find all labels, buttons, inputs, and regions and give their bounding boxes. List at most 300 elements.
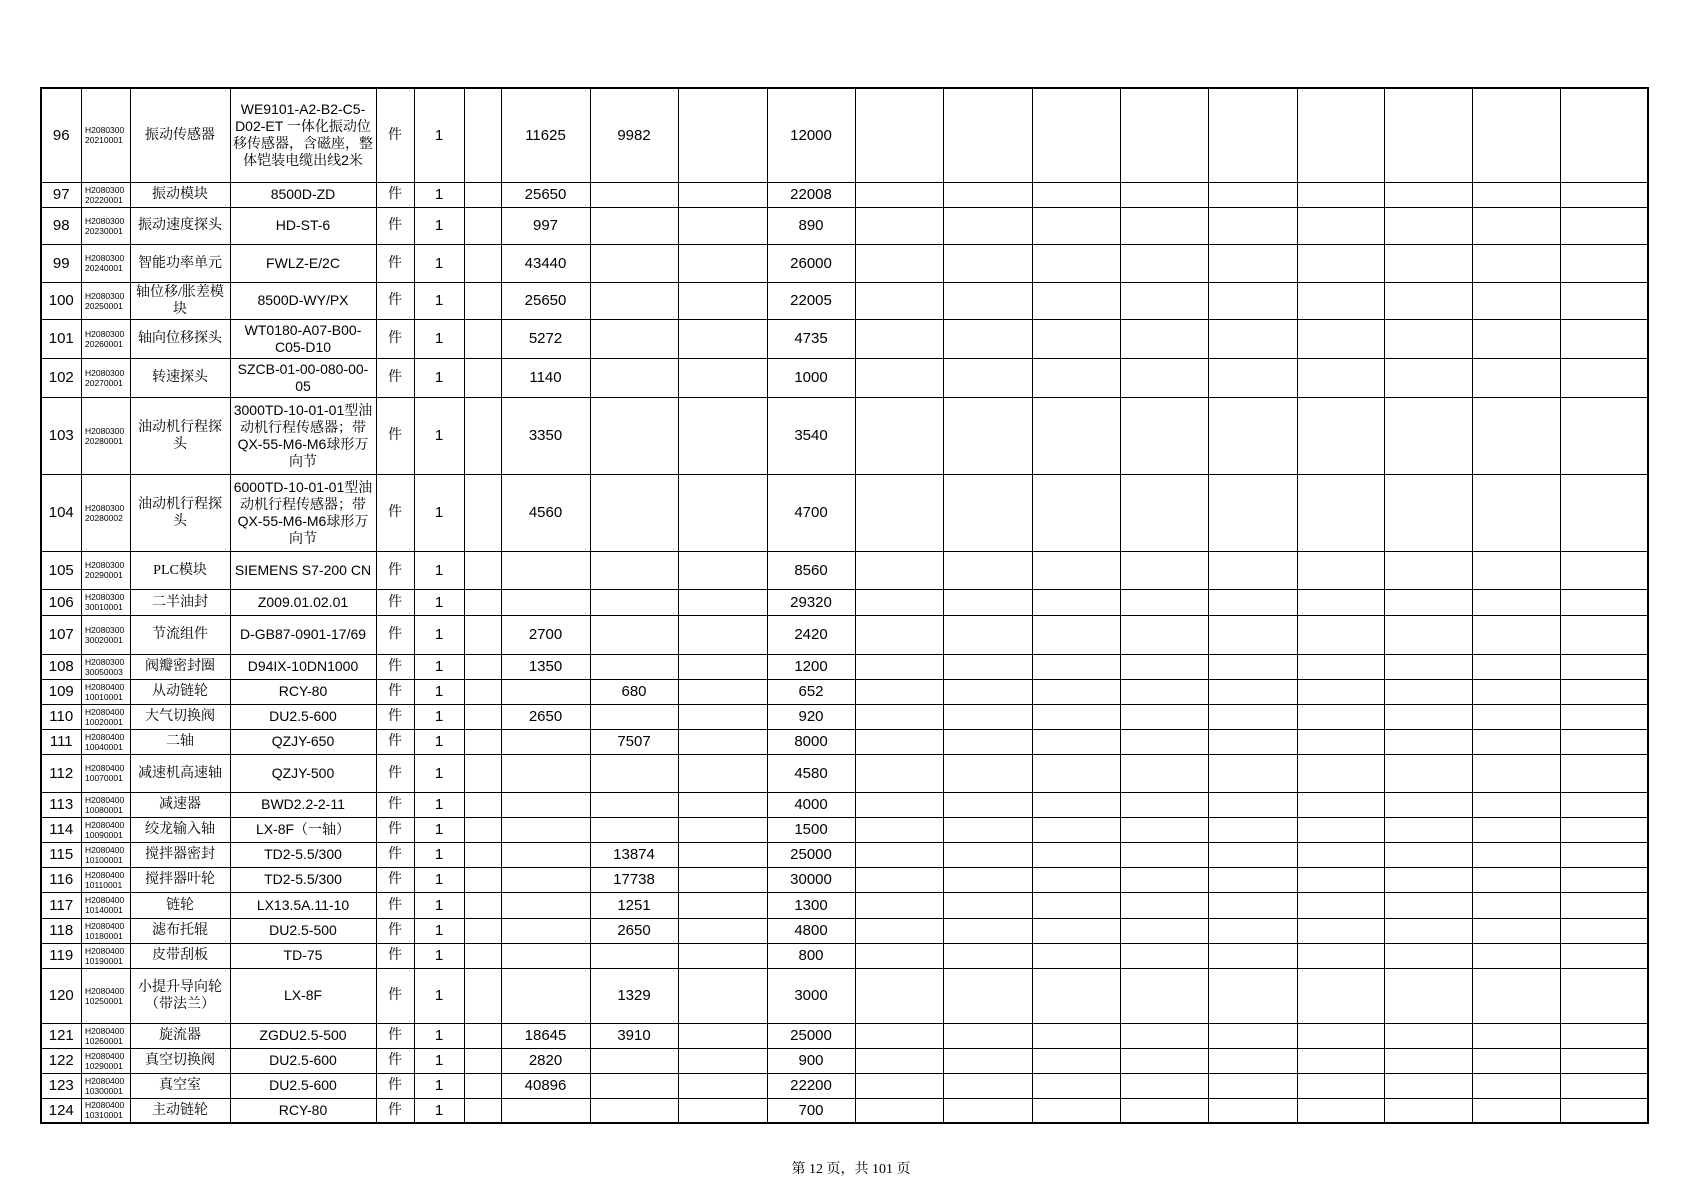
cell-blank — [1384, 842, 1472, 867]
cell-blank — [678, 792, 767, 817]
cell-item-number: 121 — [41, 1023, 81, 1048]
cell-blank — [1384, 1098, 1472, 1123]
cell-blank — [1297, 397, 1384, 474]
cell-item-number: 105 — [41, 551, 81, 589]
cell-blank — [678, 551, 767, 589]
material-code-text: H208040010250001 — [85, 985, 125, 1006]
cell-value-c: 1200 — [767, 654, 855, 679]
cell-blank — [943, 968, 1032, 1023]
cell-blank — [1384, 358, 1472, 397]
cell-blank — [1384, 968, 1472, 1023]
cell-value-b — [590, 207, 678, 244]
cell-value-c: 1300 — [767, 892, 855, 918]
cell-material-code — [81, 474, 130, 551]
cell-quantity: 1 — [414, 679, 464, 704]
cell-blank — [1560, 842, 1648, 867]
cell-blank — [1384, 1048, 1472, 1073]
cell-blank — [1208, 1023, 1297, 1048]
cell-blank — [1032, 1098, 1120, 1123]
cell-quantity: 1 — [414, 397, 464, 474]
cell-unit: 件 — [376, 615, 414, 654]
cell-material-code — [81, 88, 130, 182]
cell-blank — [1472, 918, 1560, 943]
cell-blank — [1560, 792, 1648, 817]
cell-blank — [1472, 1048, 1560, 1073]
cell-specification: RCY-80 — [230, 1098, 376, 1123]
cell-blank — [943, 182, 1032, 207]
cell-quantity: 1 — [414, 615, 464, 654]
cell-item-name: 节流组件 — [130, 615, 230, 654]
cell-unit: 件 — [376, 1098, 414, 1123]
cell-item-name: 阀瓣密封圈 — [130, 654, 230, 679]
cell-blank — [1208, 892, 1297, 918]
cell-blank — [1384, 182, 1472, 207]
cell-quantity: 1 — [414, 182, 464, 207]
cell-blank — [1032, 867, 1120, 892]
cell-blank — [1472, 792, 1560, 817]
cell-item-name: 减速器 — [130, 792, 230, 817]
cell-unit: 件 — [376, 589, 414, 615]
material-code-text: H208030020280001 — [85, 425, 125, 446]
cell-blank — [1032, 729, 1120, 754]
cell-blank — [1120, 244, 1208, 282]
material-code-text: H208040010100001 — [85, 844, 125, 865]
cell-blank — [1032, 918, 1120, 943]
cell-blank — [1472, 397, 1560, 474]
cell-material-code — [81, 589, 130, 615]
cell-blank — [1120, 867, 1208, 892]
cell-blank — [1120, 88, 1208, 182]
cell-value-a: 2650 — [501, 704, 590, 729]
cell-item-number: 102 — [41, 358, 81, 397]
cell-value-c: 1000 — [767, 358, 855, 397]
cell-blank — [678, 842, 767, 867]
cell-value-c: 800 — [767, 943, 855, 968]
cell-blank — [1384, 654, 1472, 679]
cell-quantity: 1 — [414, 282, 464, 319]
cell-blank — [1297, 1048, 1384, 1073]
material-code-text: H208030030010001 — [85, 592, 125, 612]
cell-item-number: 96 — [41, 88, 81, 182]
cell-blank — [1472, 817, 1560, 842]
cell-blank — [1208, 182, 1297, 207]
cell-value-b: 9982 — [590, 88, 678, 182]
material-code-text: H208040010260001 — [85, 1025, 125, 1046]
cell-blank — [1297, 358, 1384, 397]
cell-value-a: 25650 — [501, 282, 590, 319]
material-code-text: H208030030050003 — [85, 656, 125, 677]
cell-blank — [1472, 867, 1560, 892]
cell-blank — [464, 358, 501, 397]
cell-blank — [1384, 88, 1472, 182]
cell-unit: 件 — [376, 817, 414, 842]
table-row — [41, 943, 1648, 968]
cell-unit: 件 — [376, 282, 414, 319]
cell-blank — [464, 654, 501, 679]
cell-item-number: 120 — [41, 968, 81, 1023]
cell-blank — [1120, 842, 1208, 867]
cell-value-a — [501, 729, 590, 754]
cell-item-number: 114 — [41, 817, 81, 842]
cell-unit: 件 — [376, 397, 414, 474]
cell-value-b — [590, 282, 678, 319]
cell-unit: 件 — [376, 918, 414, 943]
cell-blank — [1208, 589, 1297, 615]
cell-blank — [1384, 892, 1472, 918]
cell-value-a: 2820 — [501, 1048, 590, 1073]
cell-blank — [1472, 943, 1560, 968]
cell-blank — [1560, 943, 1648, 968]
cell-unit: 件 — [376, 729, 414, 754]
cell-blank — [1384, 1073, 1472, 1098]
cell-blank — [1560, 867, 1648, 892]
cell-blank — [1297, 892, 1384, 918]
cell-blank — [464, 1073, 501, 1098]
cell-quantity: 1 — [414, 551, 464, 589]
cell-item-number: 103 — [41, 397, 81, 474]
cell-blank — [678, 474, 767, 551]
cell-blank — [1120, 654, 1208, 679]
cell-value-c: 4700 — [767, 474, 855, 551]
material-code-text: H208040010070001 — [85, 763, 125, 783]
cell-blank — [1384, 704, 1472, 729]
cell-value-a: 1140 — [501, 358, 590, 397]
cell-blank — [1120, 754, 1208, 792]
cell-blank — [1120, 1023, 1208, 1048]
table-row — [41, 88, 1648, 182]
cell-blank — [464, 282, 501, 319]
cell-value-b — [590, 589, 678, 615]
cell-value-c: 22005 — [767, 282, 855, 319]
cell-blank — [1120, 358, 1208, 397]
cell-unit: 件 — [376, 943, 414, 968]
table-row — [41, 1048, 1648, 1073]
cell-blank — [1120, 207, 1208, 244]
table-row — [41, 474, 1648, 551]
cell-blank — [464, 397, 501, 474]
cell-item-name: 二半油封 — [130, 589, 230, 615]
cell-item-number: 97 — [41, 182, 81, 207]
cell-material-code — [81, 867, 130, 892]
material-code-text: H208040010010001 — [85, 681, 125, 702]
cell-material-code — [81, 754, 130, 792]
cell-blank — [1120, 1098, 1208, 1123]
cell-item-number: 98 — [41, 207, 81, 244]
cell-blank — [1472, 968, 1560, 1023]
table-row — [41, 1073, 1648, 1098]
cell-blank — [1560, 615, 1648, 654]
material-code-text: H208030030020001 — [85, 624, 125, 645]
cell-blank — [678, 358, 767, 397]
cell-blank — [464, 474, 501, 551]
cell-item-name: 大气切换阀 — [130, 704, 230, 729]
cell-value-a: 43440 — [501, 244, 590, 282]
cell-blank — [1032, 754, 1120, 792]
cell-blank — [1297, 817, 1384, 842]
cell-blank — [1032, 615, 1120, 654]
cell-blank — [943, 943, 1032, 968]
cell-blank — [1384, 817, 1472, 842]
cell-blank — [1560, 729, 1648, 754]
cell-blank — [1384, 729, 1472, 754]
cell-blank — [855, 892, 943, 918]
cell-unit: 件 — [376, 358, 414, 397]
cell-item-name: 真空室 — [130, 1073, 230, 1098]
cell-item-number: 122 — [41, 1048, 81, 1073]
cell-blank — [1208, 792, 1297, 817]
table-row — [41, 704, 1648, 729]
cell-blank — [855, 397, 943, 474]
cell-value-b: 7507 — [590, 729, 678, 754]
cell-blank — [1472, 207, 1560, 244]
cell-blank — [1208, 679, 1297, 704]
cell-item-name: 旋流器 — [130, 1023, 230, 1048]
cell-blank — [1472, 474, 1560, 551]
cell-blank — [855, 207, 943, 244]
cell-blank — [855, 918, 943, 943]
cell-blank — [1472, 1023, 1560, 1048]
cell-value-b — [590, 817, 678, 842]
cell-blank — [1032, 842, 1120, 867]
cell-blank — [855, 1048, 943, 1073]
cell-blank — [1032, 319, 1120, 358]
cell-value-b — [590, 1048, 678, 1073]
material-code-text: H208030020290001 — [85, 560, 125, 580]
cell-blank — [855, 654, 943, 679]
cell-specification: DU2.5-500 — [230, 918, 376, 943]
cell-blank — [1120, 615, 1208, 654]
cell-blank — [1384, 615, 1472, 654]
cell-blank — [1560, 654, 1648, 679]
cell-blank — [1120, 918, 1208, 943]
cell-blank — [855, 729, 943, 754]
cell-item-name: 搅拌器叶轮 — [130, 867, 230, 892]
cell-blank — [943, 1048, 1032, 1073]
cell-item-name: 振动模块 — [130, 182, 230, 207]
cell-specification: HD-ST-6 — [230, 207, 376, 244]
cell-blank — [855, 551, 943, 589]
cell-quantity: 1 — [414, 1098, 464, 1123]
cell-blank — [678, 397, 767, 474]
cell-specification: TD-75 — [230, 943, 376, 968]
cell-blank — [1384, 792, 1472, 817]
cell-blank — [1032, 551, 1120, 589]
cell-item-number: 109 — [41, 679, 81, 704]
cell-value-a: 40896 — [501, 1073, 590, 1098]
cell-specification: 3000TD-10-01-01型油动机行程传感器；带QX-55-M6-M6球形万向节 — [230, 397, 376, 474]
cell-blank — [1384, 918, 1472, 943]
cell-material-code — [81, 319, 130, 358]
cell-item-name: 主动链轮 — [130, 1098, 230, 1123]
cell-quantity: 1 — [414, 1023, 464, 1048]
cell-blank — [1032, 1023, 1120, 1048]
cell-blank — [1120, 397, 1208, 474]
cell-quantity: 1 — [414, 704, 464, 729]
cell-item-name: 轴位移/胀差模块 — [130, 282, 230, 319]
page-number-footer: 第 12 页，共 101 页 — [791, 1162, 911, 1177]
cell-value-c: 29320 — [767, 589, 855, 615]
table-row — [41, 918, 1648, 943]
cell-blank — [678, 754, 767, 792]
cell-blank — [1032, 817, 1120, 842]
cell-blank — [1120, 589, 1208, 615]
cell-blank — [855, 1023, 943, 1048]
cell-blank — [464, 88, 501, 182]
cell-item-name: 智能功率单元 — [130, 244, 230, 282]
cell-blank — [1297, 319, 1384, 358]
cell-item-number: 104 — [41, 474, 81, 551]
cell-blank — [1384, 589, 1472, 615]
cell-blank — [1560, 244, 1648, 282]
cell-quantity: 1 — [414, 792, 464, 817]
cell-value-a — [501, 1098, 590, 1123]
cell-item-number: 101 — [41, 319, 81, 358]
cell-blank — [1560, 968, 1648, 1023]
cell-blank — [1032, 589, 1120, 615]
cell-blank — [1560, 1023, 1648, 1048]
cell-value-a — [501, 589, 590, 615]
cell-quantity: 1 — [414, 968, 464, 1023]
cell-item-name: 滤布托辊 — [130, 918, 230, 943]
cell-value-a — [501, 551, 590, 589]
cell-blank — [678, 244, 767, 282]
cell-material-code — [81, 817, 130, 842]
cell-blank — [1560, 207, 1648, 244]
cell-value-a: 1350 — [501, 654, 590, 679]
cell-blank — [1472, 88, 1560, 182]
cell-blank — [464, 182, 501, 207]
cell-value-a — [501, 943, 590, 968]
cell-blank — [1120, 1048, 1208, 1073]
cell-specification: FWLZ-E/2C — [230, 244, 376, 282]
material-code-text: H208030020270001 — [85, 367, 125, 388]
cell-blank — [1560, 397, 1648, 474]
cell-blank — [1472, 704, 1560, 729]
cell-value-b — [590, 358, 678, 397]
table-row — [41, 282, 1648, 319]
cell-blank — [1032, 679, 1120, 704]
cell-item-name: 转速探头 — [130, 358, 230, 397]
cell-blank — [1297, 182, 1384, 207]
cell-blank — [1297, 729, 1384, 754]
cell-blank — [1120, 817, 1208, 842]
cell-blank — [1297, 842, 1384, 867]
cell-blank — [943, 704, 1032, 729]
table-row — [41, 1098, 1648, 1123]
cell-blank — [1560, 754, 1648, 792]
table-row — [41, 679, 1648, 704]
cell-blank — [1472, 319, 1560, 358]
cell-blank — [464, 207, 501, 244]
cell-blank — [678, 867, 767, 892]
cell-blank — [678, 589, 767, 615]
cell-blank — [464, 729, 501, 754]
cell-blank — [943, 654, 1032, 679]
cell-unit: 件 — [376, 1073, 414, 1098]
cell-blank — [1560, 551, 1648, 589]
cell-material-code — [81, 892, 130, 918]
cell-blank — [464, 754, 501, 792]
cell-material-code — [81, 615, 130, 654]
cell-specification: D94IX-10DN1000 — [230, 654, 376, 679]
material-code-text: H208040010040001 — [85, 731, 125, 752]
cell-item-number: 111 — [41, 729, 81, 754]
cell-item-number: 106 — [41, 589, 81, 615]
cell-blank — [1032, 358, 1120, 397]
cell-blank — [678, 968, 767, 1023]
cell-blank — [1120, 679, 1208, 704]
cell-value-b — [590, 182, 678, 207]
cell-quantity: 1 — [414, 1073, 464, 1098]
cell-blank — [1208, 754, 1297, 792]
cell-unit: 件 — [376, 968, 414, 1023]
cell-blank — [678, 1048, 767, 1073]
cell-blank — [1208, 551, 1297, 589]
cell-blank — [1560, 892, 1648, 918]
cell-quantity: 1 — [414, 319, 464, 358]
cell-item-name: 轴向位移探头 — [130, 319, 230, 358]
cell-item-number: 116 — [41, 867, 81, 892]
cell-blank — [1560, 282, 1648, 319]
cell-blank — [1472, 358, 1560, 397]
cell-material-code — [81, 679, 130, 704]
cell-unit: 件 — [376, 182, 414, 207]
cell-quantity: 1 — [414, 754, 464, 792]
cell-blank — [464, 867, 501, 892]
cell-blank — [855, 1098, 943, 1123]
cell-blank — [1472, 1073, 1560, 1098]
cell-blank — [1032, 1048, 1120, 1073]
table-row — [41, 589, 1648, 615]
material-code-text: H208030020230001 — [85, 215, 125, 236]
cell-unit: 件 — [376, 679, 414, 704]
cell-blank — [1297, 1073, 1384, 1098]
cell-blank — [1032, 88, 1120, 182]
cell-blank — [943, 88, 1032, 182]
cell-blank — [1472, 589, 1560, 615]
cell-blank — [1384, 244, 1472, 282]
cell-unit: 件 — [376, 792, 414, 817]
cell-value-c: 3000 — [767, 968, 855, 1023]
cell-blank — [855, 943, 943, 968]
material-code-text: H208040010090001 — [85, 819, 125, 840]
cell-blank — [943, 474, 1032, 551]
cell-blank — [943, 282, 1032, 319]
cell-item-number: 118 — [41, 918, 81, 943]
cell-blank — [855, 182, 943, 207]
cell-value-c: 4800 — [767, 918, 855, 943]
cell-value-b — [590, 244, 678, 282]
table-body — [41, 88, 1648, 1123]
table-row — [41, 244, 1648, 282]
cell-blank — [464, 615, 501, 654]
cell-item-name: 从动链轮 — [130, 679, 230, 704]
cell-specification: QZJY-500 — [230, 754, 376, 792]
cell-value-a: 25650 — [501, 182, 590, 207]
cell-blank — [1297, 282, 1384, 319]
cell-unit: 件 — [376, 704, 414, 729]
cell-item-name: 小提升导向轮（带法兰） — [130, 968, 230, 1023]
table-row — [41, 358, 1648, 397]
table-row — [41, 754, 1648, 792]
cell-specification: SZCB-01-00-080-00-05 — [230, 358, 376, 397]
cell-value-c: 4000 — [767, 792, 855, 817]
cell-blank — [1032, 968, 1120, 1023]
cell-blank — [1208, 968, 1297, 1023]
cell-value-c: 920 — [767, 704, 855, 729]
cell-quantity: 1 — [414, 817, 464, 842]
cell-blank — [1120, 729, 1208, 754]
